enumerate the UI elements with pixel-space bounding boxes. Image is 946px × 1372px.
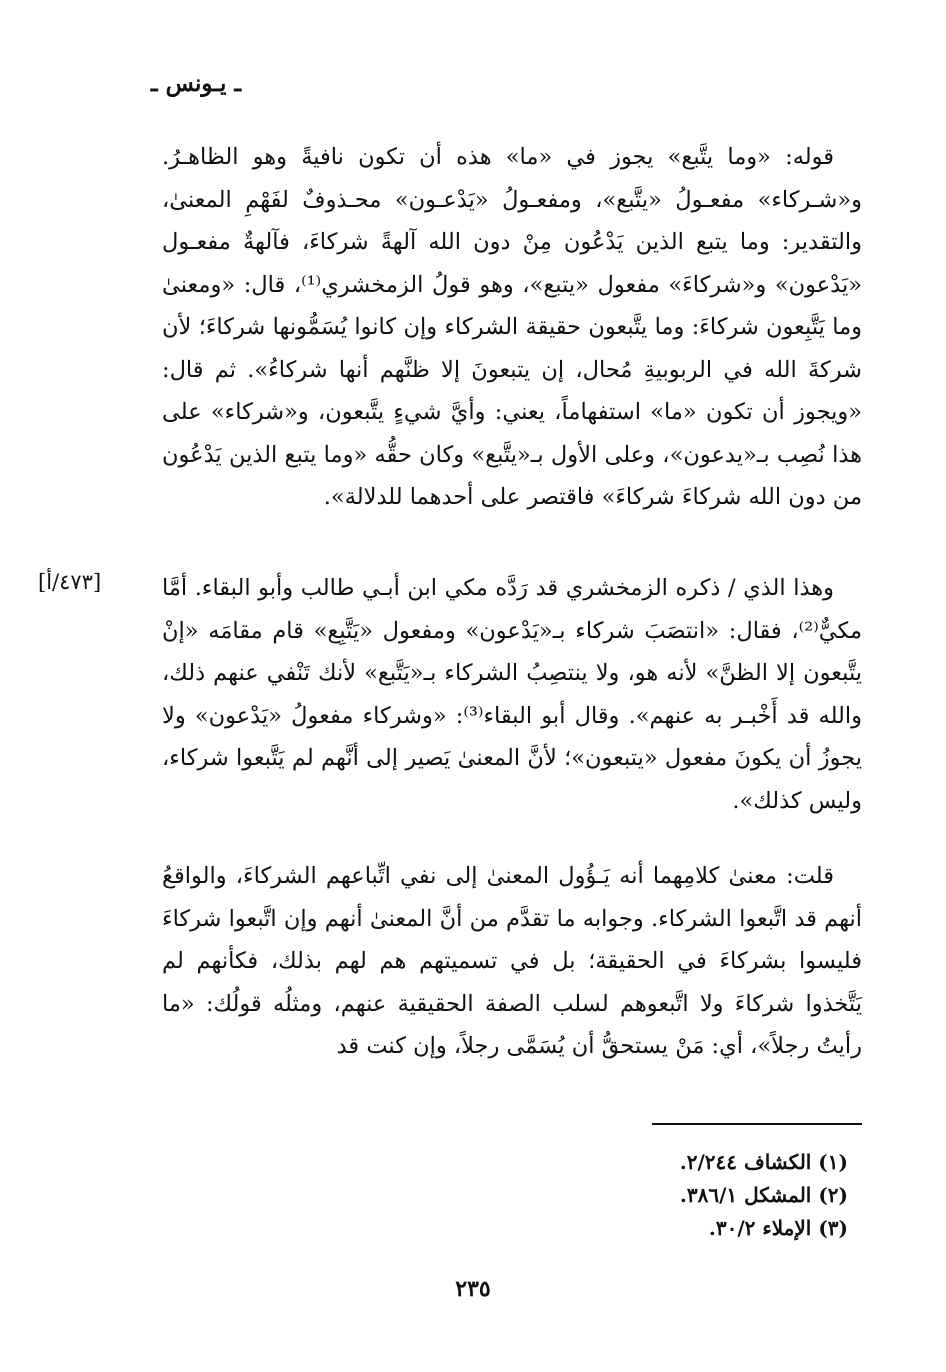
- footnotes: [448, 1146, 848, 1245]
- running-header: ـ يـونس ـ: [150, 70, 242, 97]
- manuscript-folio-marker: [٤٧٣/أ]: [38, 570, 102, 594]
- footnote-separator: [652, 1123, 862, 1125]
- footnote-3: (٣) الإملاء ٣٠/٢.: [708, 1216, 848, 1240]
- page-number: ٢٣٥: [455, 1276, 491, 1302]
- footnote-1: (١) الكشاف ٢/٢٤٤.: [679, 1150, 848, 1174]
- paragraph-1-text: قوله: «وما يتَّبع» يجوز في «ما» هذه أن تكون نافيةً وهو الظاهـرُ. و«شـركاء» مفعـولُ «يتَّبع»، ومفعـولُ «يَدْعـون» محـذوفٌ لفَهْمِ المعنىٰ، والتقدير: وما يتبع الذين يَدْعُون مِنْ دون الله آلهةً شركاءَ، فآلهةٌ مفعـول «يَدْعون» و«شركاءَ» مفعول «يتبع»، وهو قولُ الزمخشري⁽¹⁾، قال: «ومعنىٰ وما يَتَّبِعون شركاءَ: وما يتَّبعون حقيقة الشركاء وإن كانوا يُسَمُّونها شركاءَ؛ لأن شركةَ الله في الربوبيةِ مُحال، إن يتبعونَ إلا ظنَّهم أنها شركاءُ». ثم قال: «ويجوز أن تكون «ما» استفهاماً، يعني: وأيَّ شيءٍ يتَّبعون، و«شركاء» على هذا نُصِب بـ«يدعون»، وعلى الأول بـ«يتَّبع» وكان حقُّه «وما يتبع الذين يَدْعُون من دون الله شركاءَ شركاءَ» فاقتصر على أحدهما للدلالة».: [162, 144, 862, 510]
- body-paragraph-3: [162, 855, 862, 1068]
- paragraph-3-text: قلت: معنىٰ كلامِهما أنه يَـؤُول المعنىٰ إلى نفي اتِّباعهم الشركاءَ، والواقعُ أنهم قد اتَّبعوا الشركاء. وجوابه ما تقدَّم من أنَّ المعنىٰ أنهم وإن اتَّبعوا شركاءَ فليسوا بشركاءَ في الحقيقة؛ بل في تسميتهم هم لهم بذلك، فكأنهم لم يَتَّخذوا شركاءَ ولا اتَّبعوهم لسلب الصفة الحقيقية عنهم، ومثلُه قولُك: «ما رأيتُ رجلاً»، أي: مَنْ يستحقُّ أن يُسَمَّى رجلاً، وإن كنت قد: [162, 863, 862, 1059]
- body-paragraph-2: [162, 567, 862, 822]
- footnote-2: (٢) المشكل ٣٨٦/١.: [679, 1183, 848, 1207]
- paragraph-2-text: وهذا الذي / ذكره الزمخشري قد رَدَّه مكي ابن أبـي طالب وأبو البقاء. أمَّا مكيٌّ⁽²⁾، فقال: «انتصَبَ شركاء بـ«يَدْعون» ومفعول «يَتَّبِع» قام مقامَه «إنْ يتَّبعون إلا الظنَّ» لأنه هو، ولا ينتصِبُ الشركاء بـ«يَتَّبع» لأنك تَنْفي عنهم ذلك، والله قد أَخْبـر به عنهم». وقال أبو البقاء⁽³⁾: «وشركاء مفعولُ «يَدْعون» ولا يجوزُ أن يكونَ مفعول «يتبعون»؛ لأنَّ المعنىٰ يَصير إلى أنَّهم لم يَتَّبعوا شركاء، وليس كذلك».: [162, 575, 862, 814]
- body-paragraph-1: [162, 136, 862, 519]
